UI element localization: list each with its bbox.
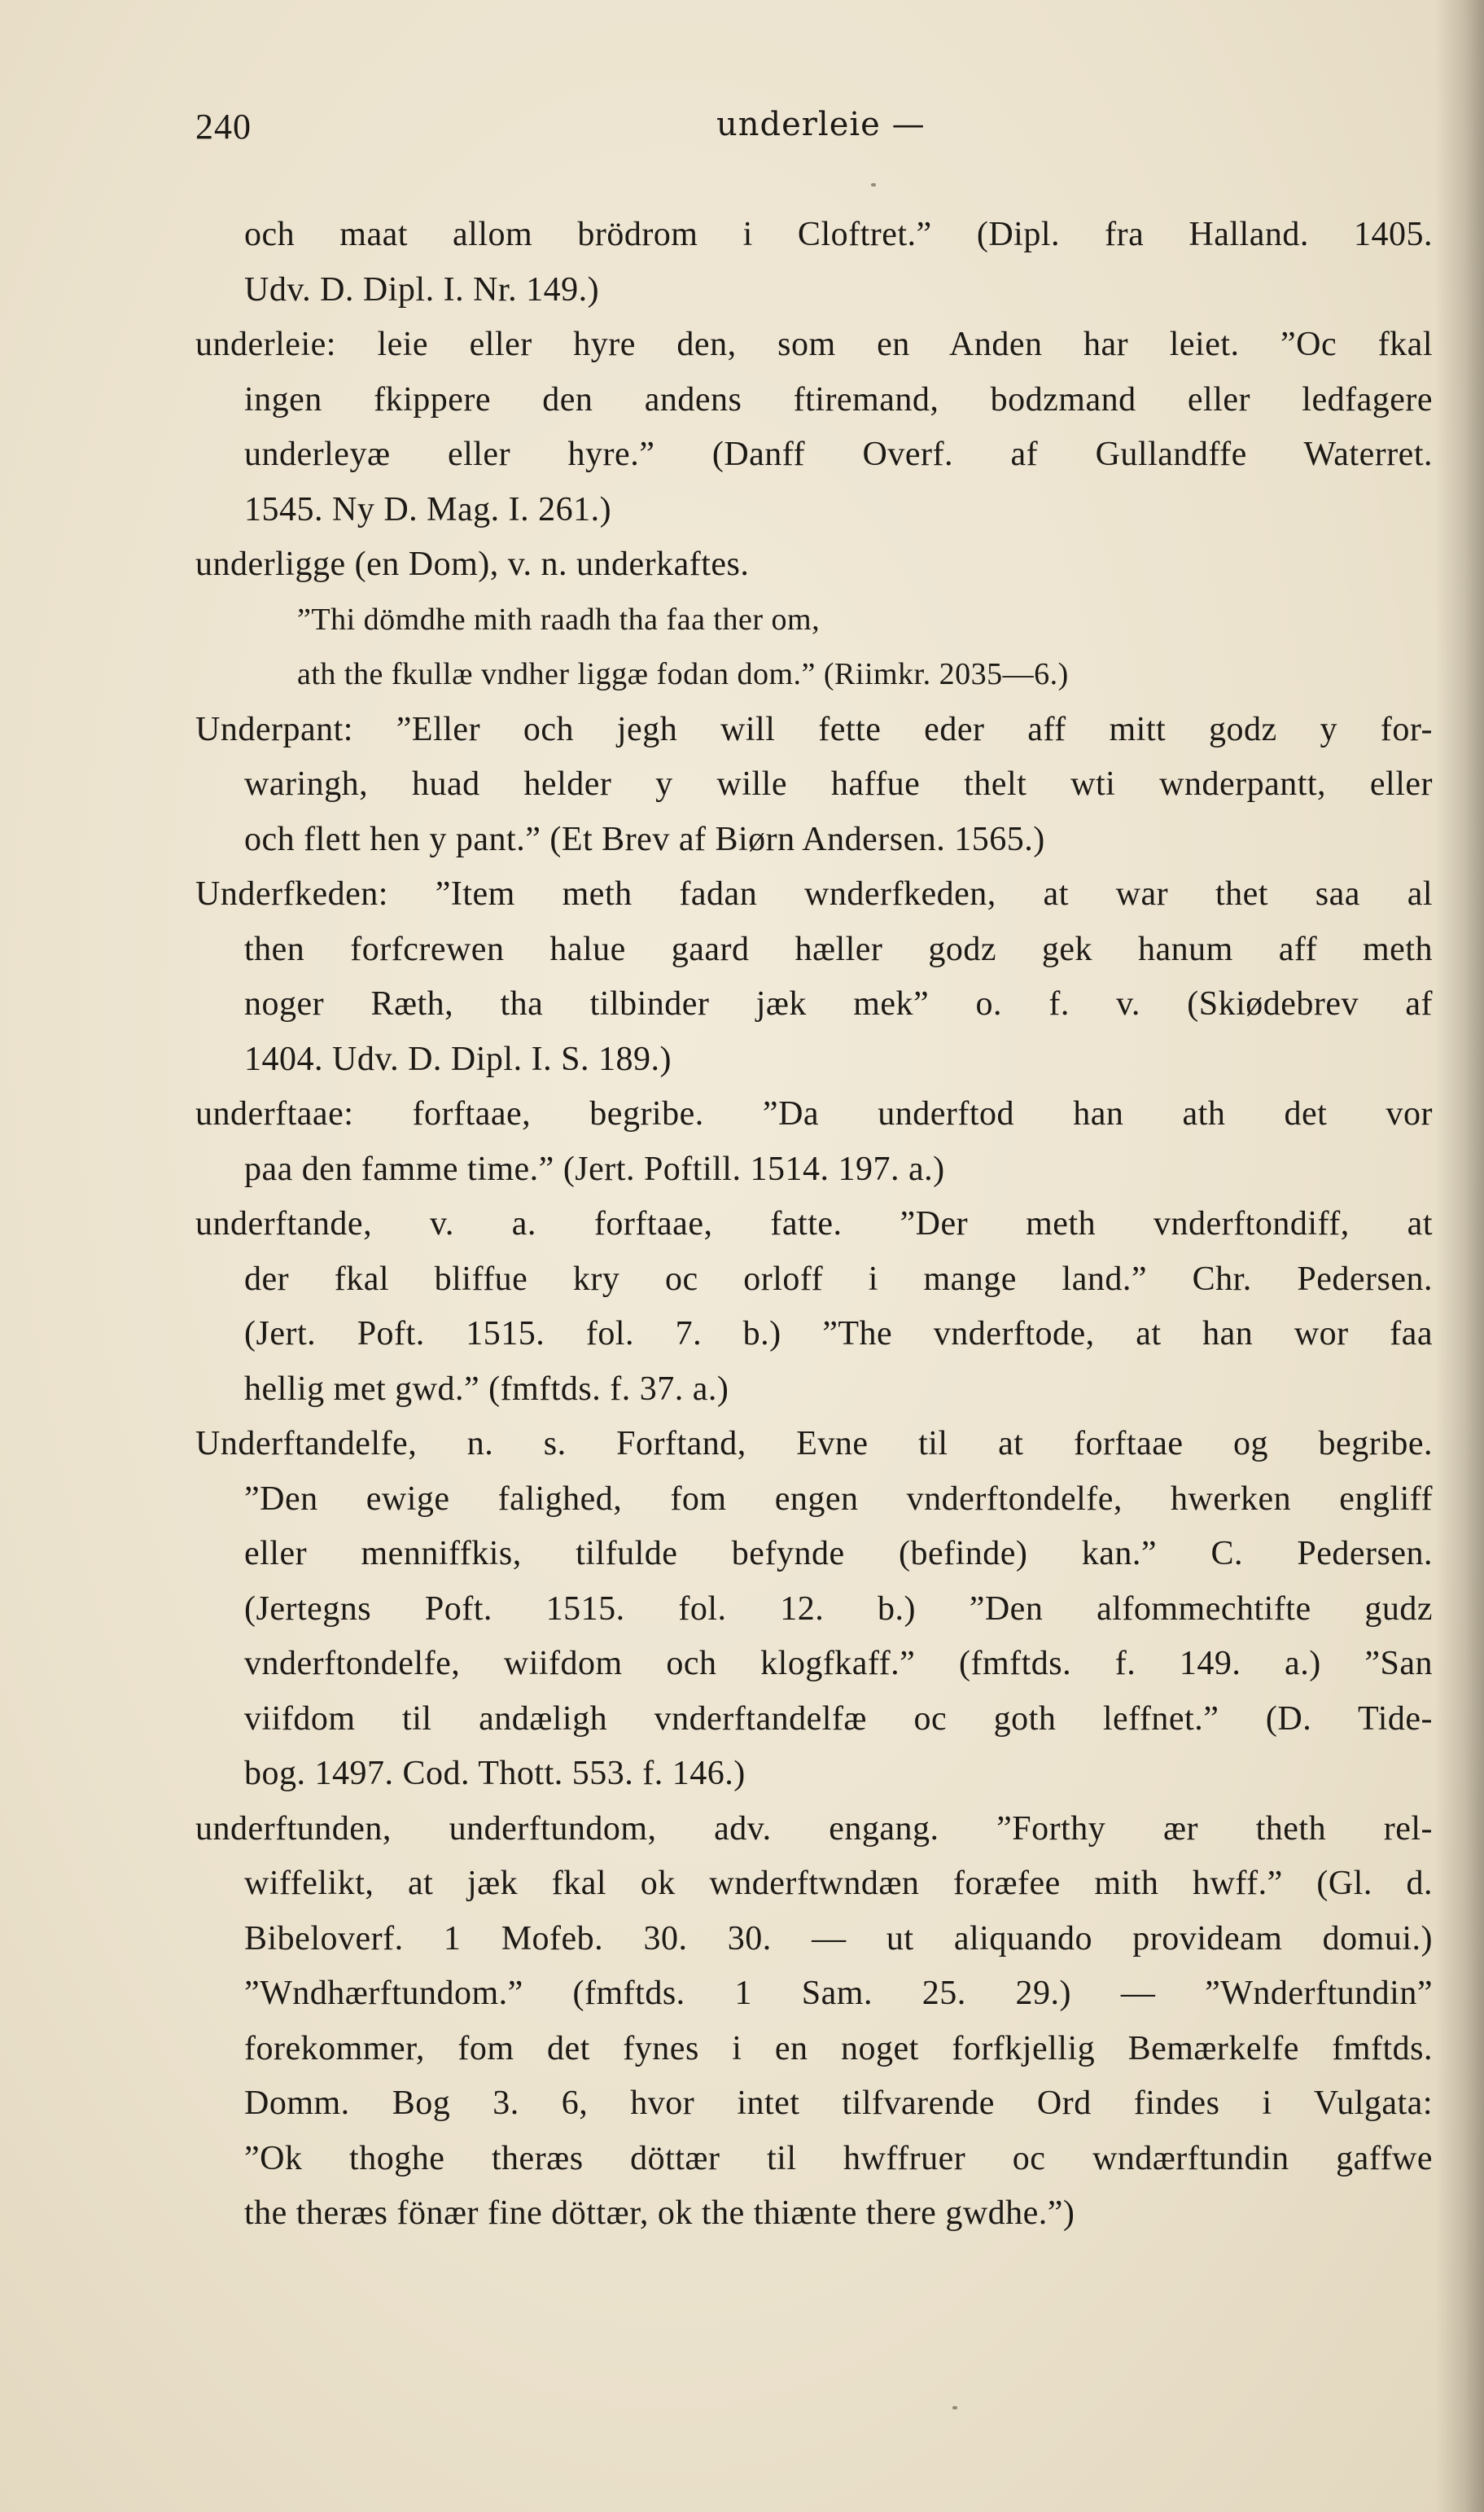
text-line: vnderftondelfe, wiifdom och klogfkaff.” (fmftds. f. 149. a.) ”San (244, 1645, 1433, 1682)
text-line: forekommer, fom det fynes i en noget forfkjellig Bemærkelfe fmftds. (244, 2029, 1433, 2067)
text-line: paa den famme time.” (Jert. Poftill. 1514. 197. a.) (244, 1150, 945, 1188)
running-head: underleie — (716, 106, 926, 143)
text-line: underftande, v. a. forftaae, fatte. ”Der meth vnderftondiff, at (195, 1205, 1433, 1243)
text-line: viifdom til andæligh vnderftandelfæ oc goth leffnet.” (D. Tide- (244, 1699, 1433, 1738)
text-line: Underpant: ”Eller och jegh will fette eder aff mitt godz y for- (195, 710, 1433, 748)
text-line: der fkal bliffue kry oc orloff i mange land.” Chr. Pedersen. (244, 1260, 1433, 1298)
text-line: Underftandelfe, n. s. Forftand, Evne til at forftaae og begribe. (195, 1425, 1433, 1462)
text-line: the theræs fönær fine döttær, ok the thiænte there gwdhe.”) (244, 2194, 1075, 2232)
text-line: underftunden, underftundom, adv. engang. ”Forthy ær theth rel- (195, 1809, 1433, 1848)
page-number: 240 (195, 107, 252, 147)
text-line: noger Ræth, tha tilbinder jæk mek” o. f. v. (Skiødebrev af (244, 985, 1433, 1023)
text-line: (Jertegns Poft. 1515. fol. 12. b.) ”Den alfommechtifte gudz (244, 1589, 1433, 1628)
text-line: Udv. D. Dipl. I. Nr. 149.) (244, 270, 600, 309)
text-line: underleie: leie eller hyre den, som en Anden har leiet. ”Oc fkal (195, 326, 1433, 363)
text-line: then forfcrewen halue gaard hæller godz gek hanum aff meth (244, 930, 1433, 968)
text-line: Underfkeden: ”Item meth fadan wnderfkeden, at war thet saa al (195, 875, 1433, 913)
text-line: bog. 1497. Cod. Thott. 553. f. 146.) (244, 1755, 746, 1792)
text-line: ”Den ewige falighed, fom engen vnderftondelfe, hwerken engliff (244, 1480, 1433, 1518)
text-line: eller menniffkis, tilfulde befynde (befinde) kan.” C. Pedersen. (244, 1535, 1433, 1572)
ink-speck (952, 2406, 957, 2409)
page-gutter-shadow (1435, 0, 1484, 2512)
text-line: ingen fkippere den andens ftiremand, bodzmand eller ledfagere (244, 380, 1433, 419)
text-line: ”Wndhærftundom.” (fmftds. 1 Sam. 25. 29.) — ”Wnderftundin” (244, 1975, 1433, 2012)
text-line: ath the fkullæ vndher liggæ fodan dom.” (Riimkr. 2035—6.) (297, 657, 1069, 691)
page-header (195, 106, 1433, 163)
text-line: hellig met gwd.” (fmftds. f. 37. a.) (244, 1370, 729, 1408)
text-line: Domm. Bog 3. 6, hvor intet tilfvarende Ord findes i Vulgata: (244, 2085, 1433, 2122)
text-line: underftaae: forftaae, begribe. ”Da underftod han ath det vor (195, 1095, 1433, 1133)
dictionary-text-block (195, 208, 1433, 2242)
text-line: 1404. Udv. D. Dipl. I. S. 189.) (244, 1040, 672, 1078)
text-line: ”Ok thoghe theræs döttær til hwffruer oc wndærftundin gaffwe (244, 2139, 1433, 2177)
text-line: underleyæ eller hyre.” (Danff Overf. af Gullandffe Waterret. (244, 436, 1433, 473)
text-line: (Jert. Poft. 1515. fol. 7. b.) ”The vnderftode, at han wor faa (244, 1315, 1433, 1352)
text-line: Bibeloverf. 1 Mofeb. 30. 30. — ut aliquando provideam domui.) (244, 1919, 1433, 1957)
text-line: underligge (en Dom), v. n. underkaftes. (195, 546, 750, 583)
text-line: och maat allom brödrom i Cloftret.” (Dipl. fra Halland. 1405. (244, 216, 1433, 253)
text-line: och flett hen y pant.” (Et Brev af Biørn Andersen. 1565.) (244, 820, 1045, 858)
text-line: wiffelikt, at jæk fkal ok wnderftwndæn foræfee mith hwff.” (Gl. d. (244, 1865, 1433, 1902)
text-line: 1545. Ny D. Mag. I. 261.) (244, 490, 612, 528)
text-line: waringh, huad helder y wille haffue thelt wti wnderpantt, eller (244, 765, 1433, 803)
ink-speck (871, 183, 876, 186)
text-line: ”Thi dömdhe mith raadh tha faa ther om, (297, 602, 821, 637)
